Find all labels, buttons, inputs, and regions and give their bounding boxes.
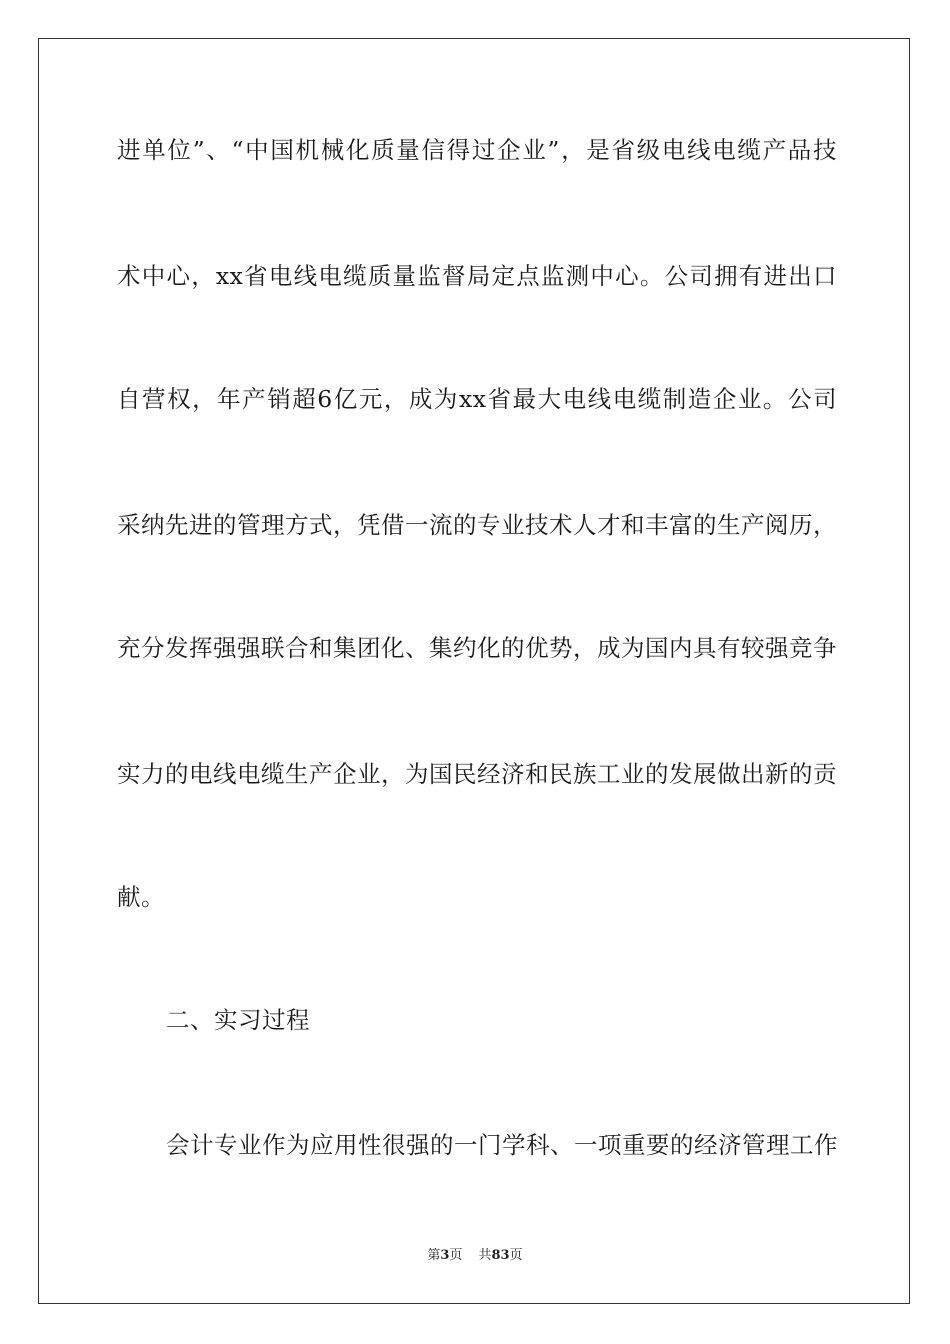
page-footer [0, 1247, 950, 1265]
footer-total-suffix: 页 [509, 1248, 523, 1263]
footer-page-prefix: 第 [427, 1248, 441, 1263]
footer-total-pages: 83 [491, 1248, 510, 1263]
footer-page-suffix: 页 [449, 1248, 463, 1263]
paragraph-line-4: 采纳先进的管理方式，凭借一流的专业技术人才和丰富的生产阅历， [117, 511, 837, 539]
next-paragraph-line-1: 会计专业作为应用性很强的一门学科、一项重要的经济管理工作 [166, 1131, 838, 1159]
paragraph-line-3: 自营权，年产销超6亿元，成为xx省最大电线电缆制造企业。公司 [117, 385, 837, 413]
page-border [38, 38, 910, 1304]
paragraph-line-1: 进单位”、“中国机械化质量信得过企业”，是省级电线电缆产品技 [117, 136, 837, 164]
section-heading: 二、实习过程 [166, 1006, 310, 1034]
footer-page-number: 3 [440, 1248, 450, 1263]
paragraph-line-5: 充分发挥强强联合和集团化、集约化的优势，成为国内具有较强竞争 [117, 634, 837, 662]
paragraph-line-2: 术中心，xx省电线电缆质量监督局定点监测中心。公司拥有进出口 [117, 262, 837, 290]
footer-total-prefix: 共 [478, 1248, 492, 1263]
paragraph-line-6: 实力的电线电缆生产企业，为国民经济和民族工业的发展做出新的贡 [117, 760, 837, 788]
paragraph-line-7: 献。 [117, 883, 165, 911]
